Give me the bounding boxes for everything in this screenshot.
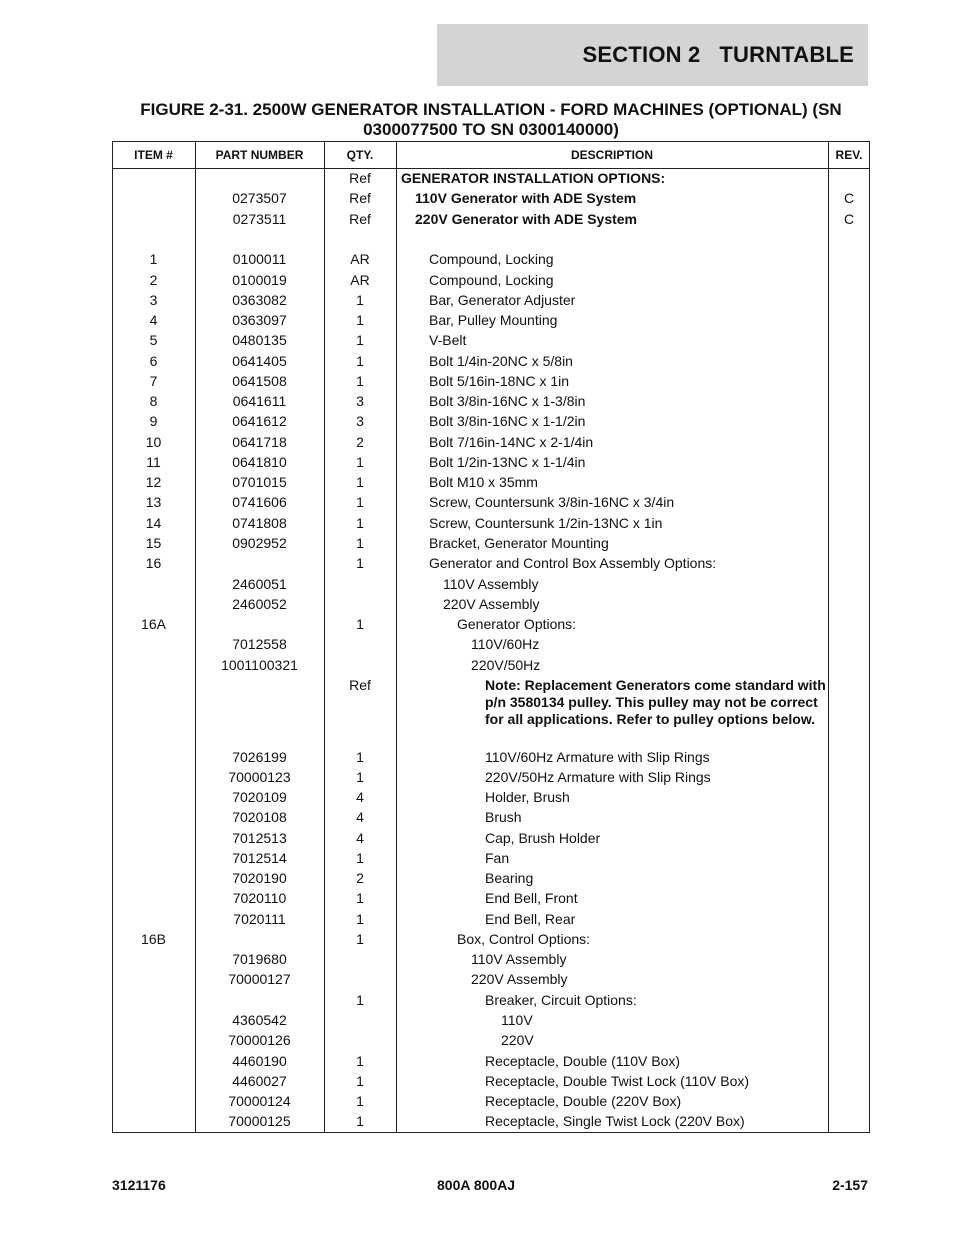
header-rev: REV. — [835, 147, 863, 162]
description-cell: Screw, Countersunk 1/2in-13NC x 1in — [429, 515, 663, 531]
description-cell: Receptacle, Double Twist Lock (110V Box) — [485, 1073, 750, 1089]
quantity-cell: Ref — [349, 190, 371, 206]
quantity-cell: 1 — [356, 474, 364, 490]
header-qty: QTY. — [346, 147, 374, 162]
column-divider — [828, 141, 829, 1133]
header-part-number: PART NUMBER — [215, 147, 304, 162]
description-cell: Brush — [485, 809, 522, 825]
part-number-cell: 0741606 — [232, 494, 287, 510]
part-number-cell: 0641718 — [232, 434, 287, 450]
item-number-cell: 16A — [141, 616, 166, 632]
column-divider — [396, 141, 397, 1133]
description-cell: Receptacle, Single Twist Lock (220V Box) — [485, 1113, 745, 1129]
part-number-cell: 70000125 — [228, 1113, 291, 1129]
section-title: SECTION 2 TURNTABLE — [582, 42, 854, 67]
quantity-cell: 2 — [356, 434, 364, 450]
quantity-cell: 1 — [356, 890, 364, 906]
figure-title — [112, 100, 870, 140]
part-number-cell: 70000124 — [228, 1093, 291, 1109]
item-number-cell: 14 — [145, 515, 162, 531]
quantity-cell: 1 — [356, 535, 364, 551]
quantity-cell: 1 — [356, 1113, 364, 1129]
footer-doc-number: 3121176 — [112, 1177, 166, 1193]
description-cell: 110V Assembly — [471, 951, 567, 967]
description-cell: 110V/60Hz — [471, 636, 540, 652]
quantity-cell: 1 — [356, 332, 364, 348]
part-number-cell: 0641810 — [232, 454, 287, 470]
description-cell: 110V/60Hz Armature with Slip Rings — [485, 749, 710, 765]
quantity-cell: 1 — [356, 616, 364, 632]
quantity-cell: AR — [350, 251, 370, 267]
part-number-cell: 70000123 — [228, 769, 291, 785]
part-number-cell: 7012513 — [232, 830, 287, 846]
quantity-cell: Ref — [349, 170, 371, 186]
quantity-cell: 1 — [356, 769, 364, 785]
description-cell: Bolt 7/16in-14NC x 2-1/4in — [429, 434, 594, 450]
part-number-cell: 70000126 — [228, 1032, 291, 1048]
part-number-cell: 7012558 — [232, 636, 287, 652]
quantity-cell: 1 — [356, 353, 364, 369]
description-cell: 220V/50Hz — [471, 657, 541, 673]
column-divider — [324, 141, 325, 1133]
description-cell: Receptacle, Double (110V Box) — [485, 1053, 681, 1069]
footer-page-number: 2-157 — [832, 1177, 868, 1193]
part-number-cell: 0100019 — [232, 272, 287, 288]
part-number-cell: 0363082 — [232, 292, 287, 308]
description-cell: Generator and Control Box Assembly Options: — [429, 555, 717, 571]
part-number-cell: 70000127 — [228, 971, 291, 987]
header-description: DESCRIPTION — [570, 147, 653, 162]
part-number-cell: 7019680 — [232, 951, 287, 967]
quantity-cell: 1 — [356, 373, 364, 389]
quantity-cell: 3 — [356, 393, 364, 409]
part-number-cell: 0701015 — [232, 474, 287, 490]
part-number-cell: 7020111 — [233, 911, 286, 927]
part-number-cell: 0641405 — [232, 353, 287, 369]
quantity-cell: 1 — [356, 749, 364, 765]
revision-cell: C — [843, 190, 855, 206]
description-cell: Bearing — [485, 870, 534, 886]
quantity-cell: 1 — [356, 1093, 364, 1109]
description-cell: 220V/50Hz Armature with Slip Rings — [485, 769, 711, 785]
part-number-cell: 2460051 — [232, 576, 287, 592]
footer-model: 800A 800AJ — [437, 1177, 516, 1193]
description-cell: End Bell, Front — [485, 890, 578, 906]
revision-cell: C — [843, 211, 855, 227]
description-cell: Receptacle, Double (220V Box) — [485, 1093, 682, 1109]
description-cell: GENERATOR INSTALLATION OPTIONS: — [401, 170, 666, 186]
quantity-cell: 1 — [356, 454, 364, 470]
part-number-cell: 0641508 — [232, 373, 287, 389]
part-number-cell: 0100011 — [232, 251, 287, 267]
quantity-cell: AR — [350, 272, 370, 288]
item-number-cell: 15 — [145, 535, 162, 551]
description-cell: 220V Assembly — [471, 971, 568, 987]
part-number-cell: 4360542 — [232, 1012, 287, 1028]
description-cell: Bracket, Generator Mounting — [429, 535, 609, 551]
item-number-cell: 6 — [149, 353, 158, 369]
description-cell: Box, Control Options: — [457, 931, 591, 947]
description-cell: Fan — [485, 850, 510, 866]
figure-title-line-1: FIGURE 2-31. 2500W GENERATOR INSTALLATION - FORD MACHINES (OPTIONAL) (SN — [140, 100, 842, 119]
quantity-cell: 4 — [356, 789, 364, 805]
item-number-cell: 11 — [146, 454, 161, 470]
part-number-cell: 0641611 — [232, 393, 287, 409]
description-cell: 220V Assembly — [443, 596, 540, 612]
section-header — [437, 24, 868, 86]
part-number-cell: 0480135 — [232, 332, 287, 348]
part-number-cell: 7020190 — [232, 870, 287, 886]
description-cell: 110V Generator with ADE System — [415, 190, 637, 206]
item-number-cell: 12 — [145, 474, 162, 490]
item-number-cell: 9 — [149, 413, 158, 429]
description-cell: Screw, Countersunk 3/8in-16NC x 3/4in — [429, 494, 675, 510]
quantity-cell: 1 — [356, 494, 364, 510]
quantity-cell: 1 — [356, 931, 364, 947]
description-cell: Bar, Pulley Mounting — [429, 312, 558, 328]
item-number-cell: 3 — [149, 292, 158, 308]
description-cell: 220V Generator with ADE System — [415, 211, 638, 227]
part-number-cell: 1001100321 — [221, 657, 298, 673]
part-number-cell: 4460190 — [232, 1053, 287, 1069]
description-cell: Bolt 5/16in-18NC x 1in — [429, 373, 570, 389]
description-cell: 220V — [501, 1032, 534, 1048]
item-number-cell: 2 — [149, 272, 158, 288]
item-number-cell: 8 — [149, 393, 158, 409]
part-number-cell: 0273511 — [232, 211, 287, 227]
part-number-cell: 7012514 — [232, 850, 287, 866]
part-number-cell: 0363097 — [232, 312, 287, 328]
quantity-cell: 1 — [356, 850, 364, 866]
item-number-cell: 4 — [149, 312, 158, 328]
description-cell: Holder, Brush — [485, 789, 570, 805]
quantity-cell: 1 — [356, 292, 364, 308]
quantity-cell: 1 — [356, 312, 364, 328]
quantity-cell: 2 — [356, 870, 364, 886]
part-number-cell: 7026199 — [232, 749, 287, 765]
part-number-cell: 2460052 — [232, 596, 287, 612]
quantity-cell: 4 — [356, 830, 364, 846]
quantity-cell: 1 — [356, 1053, 364, 1069]
item-number-cell: 10 — [145, 434, 162, 450]
description-cell: Bar, Generator Adjuster — [429, 292, 576, 308]
description-cell: Bolt M10 x 35mm — [429, 474, 538, 490]
header-divider — [112, 168, 870, 169]
part-number-cell: 4460027 — [232, 1073, 287, 1089]
quantity-cell: 1 — [356, 1073, 364, 1089]
description-cell: Breaker, Circuit Options: — [485, 992, 637, 1008]
figure-title-line-2: 0300077500 TO SN 0300140000) — [363, 120, 619, 139]
quantity-cell: 4 — [356, 809, 364, 825]
quantity-cell: 1 — [356, 911, 364, 927]
part-number-cell: 0273507 — [232, 190, 287, 206]
description-cell: Bolt 3/8in-16NC x 1-3/8in — [429, 393, 586, 409]
part-number-cell: 7020110 — [232, 890, 287, 906]
part-number-cell: 0641612 — [232, 413, 287, 429]
part-number-cell: 7020109 — [232, 789, 287, 805]
description-cell: Generator Options: — [457, 616, 577, 632]
quantity-cell: 1 — [356, 515, 364, 531]
description-cell: Cap, Brush Holder — [485, 830, 601, 846]
header-item: ITEM # — [134, 147, 173, 162]
description-cell: V-Belt — [429, 332, 467, 348]
description-cell: 110V Assembly — [443, 576, 539, 592]
description-cell: Compound, Locking — [429, 272, 554, 288]
item-number-cell: 16 — [145, 555, 162, 571]
description-cell: Bolt 3/8in-16NC x 1-1/2in — [429, 413, 586, 429]
part-number-cell: 7020108 — [232, 809, 287, 825]
item-number-cell: 5 — [149, 332, 158, 348]
description-cell: 110V — [501, 1012, 533, 1028]
description-cell: Compound, Locking — [429, 251, 554, 267]
item-number-cell: 16B — [141, 931, 166, 947]
description-cell: Bolt 1/4in-20NC x 5/8in — [429, 353, 573, 369]
quantity-cell: Ref — [349, 677, 371, 693]
part-number-cell: 0741808 — [232, 515, 287, 531]
quantity-cell: 1 — [356, 555, 364, 571]
description-cell: Note: Replacement Generators come standard with p/n 3580134 pulley. This pulley may not be correct for all applications. Refer to pulley options below. — [485, 677, 826, 727]
item-number-cell: 13 — [145, 494, 162, 510]
description-cell: End Bell, Rear — [485, 911, 576, 927]
quantity-cell: 1 — [356, 992, 364, 1008]
quantity-cell: Ref — [349, 211, 371, 227]
description-cell: Bolt 1/2in-13NC x 1-1/4in — [429, 454, 586, 470]
item-number-cell: 7 — [149, 373, 158, 389]
part-number-cell: 0902952 — [232, 535, 287, 551]
item-number-cell: 1 — [149, 251, 158, 267]
quantity-cell: 3 — [356, 413, 364, 429]
